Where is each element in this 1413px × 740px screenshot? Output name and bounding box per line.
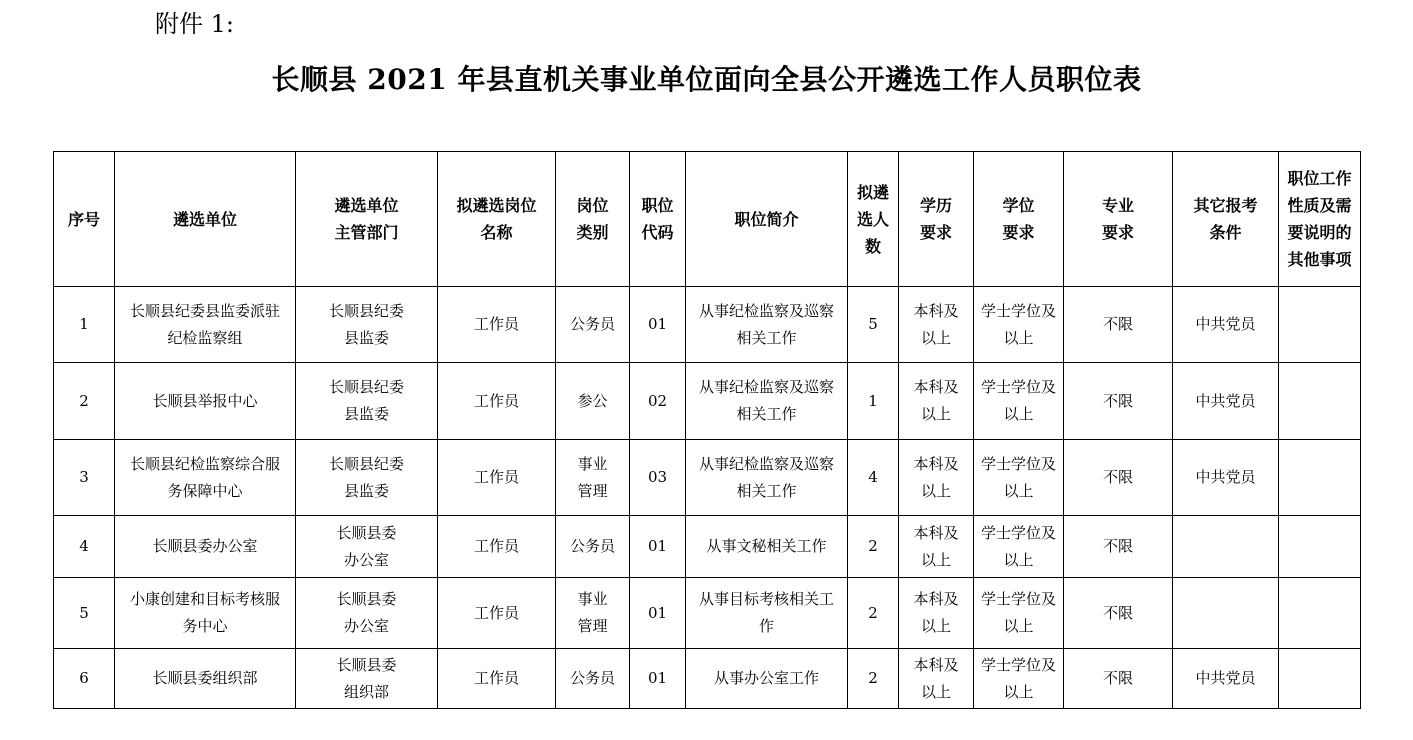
table-row	[54, 649, 1361, 709]
cell-category	[556, 578, 630, 649]
cell-major: 不限	[1064, 287, 1173, 363]
cell-major: 不限	[1064, 363, 1173, 440]
header-count	[848, 152, 899, 287]
cell-degree	[974, 287, 1064, 363]
cell-dept	[296, 440, 438, 516]
cell-unit	[115, 363, 296, 440]
cell-line: 以上	[1003, 481, 1034, 500]
cell-education	[899, 287, 974, 363]
cell-line: 学士学位及	[980, 655, 1056, 674]
cell-line: 务中心	[182, 617, 228, 635]
cell-line: 组织部	[343, 682, 389, 701]
cell-line: 以上	[920, 682, 951, 701]
cell-line: 办公室	[343, 550, 389, 569]
cell-line: 办公室	[343, 617, 389, 635]
table-header-row	[54, 152, 1361, 287]
cell-line: 以上	[920, 550, 951, 569]
cell-count: 2	[848, 516, 899, 578]
cell-line: 公务员	[569, 315, 615, 333]
table-row	[54, 516, 1361, 578]
document-title: 长顺县 2021 年县直机关事业单位面向全县公开遴选工作人员职位表	[271, 63, 1142, 96]
header-line: 专业	[1101, 196, 1134, 215]
cell-major: 不限	[1064, 649, 1173, 709]
cell-no: 4	[54, 516, 115, 578]
cell-dept	[296, 363, 438, 440]
header-post	[438, 152, 556, 287]
header-line: 职位工作	[1287, 169, 1352, 188]
cell-code: 03	[630, 440, 686, 516]
cell-education	[899, 440, 974, 516]
cell-line: 学士学位及	[980, 378, 1056, 396]
cell-other	[1173, 516, 1279, 578]
cell-line: 本科及	[913, 301, 959, 320]
cell-line: 本科及	[913, 655, 959, 674]
table-body	[54, 287, 1361, 709]
header-line: 序号	[67, 209, 100, 229]
cell-line: 相关工作	[736, 405, 797, 423]
cell-no: 3	[54, 440, 115, 516]
cell-post: 工作员	[438, 578, 556, 649]
cell-line: 相关工作	[736, 328, 797, 347]
cell-line: 县监委	[343, 481, 389, 500]
cell-major: 不限	[1064, 440, 1173, 516]
cell-line: 长顺县委组织部	[152, 669, 258, 687]
cell-notes	[1279, 578, 1361, 649]
cell-no: 1	[54, 287, 115, 363]
cell-line: 长顺县纪委	[328, 301, 404, 320]
cell-code: 01	[630, 649, 686, 709]
cell-category	[556, 440, 630, 516]
cell-category	[556, 287, 630, 363]
header-line: 其它报考	[1193, 196, 1258, 215]
cell-no: 6	[54, 649, 115, 709]
header-line: 学历	[919, 196, 952, 215]
header-line: 职位	[641, 196, 674, 215]
header-line: 类别	[576, 223, 609, 242]
cell-notes	[1279, 440, 1361, 516]
header-line: 要求	[919, 223, 952, 242]
cell-category	[556, 363, 630, 440]
cell-degree	[974, 363, 1064, 440]
cell-line: 从事纪检监察及巡察	[698, 378, 834, 396]
header-line: 要求	[1101, 223, 1134, 242]
cell-degree	[974, 578, 1064, 649]
cell-major: 不限	[1064, 516, 1173, 578]
cell-line: 县监委	[343, 405, 389, 423]
cell-no: 5	[54, 578, 115, 649]
cell-line: 长顺县纪委	[328, 454, 404, 473]
cell-other	[1173, 578, 1279, 649]
cell-post: 工作员	[438, 649, 556, 709]
cell-line: 长顺县纪委	[328, 378, 404, 396]
cell-count: 2	[848, 578, 899, 649]
header-line: 数	[864, 236, 881, 256]
cell-category	[556, 516, 630, 578]
cell-post: 工作员	[438, 516, 556, 578]
cell-line: 从事纪检监察及巡察	[698, 454, 834, 473]
header-unit	[115, 152, 296, 287]
cell-education	[899, 578, 974, 649]
cell-post: 工作员	[438, 287, 556, 363]
cell-line: 管理	[577, 481, 608, 500]
cell-line: 以上	[1003, 682, 1034, 701]
cell-line: 管理	[577, 617, 608, 635]
header-code	[630, 152, 686, 287]
header-category	[556, 152, 630, 287]
cell-line: 以上	[920, 328, 951, 347]
cell-line: 本科及	[913, 523, 959, 542]
cell-notes	[1279, 649, 1361, 709]
cell-line: 小康创建和目标考核服	[129, 590, 280, 608]
header-no	[54, 152, 115, 287]
cell-line: 公务员	[569, 669, 615, 687]
cell-line: 以上	[1003, 550, 1034, 569]
header-line: 名称	[480, 223, 513, 242]
cell-other: 中共党员	[1173, 649, 1279, 709]
header-line: 选人	[856, 209, 889, 229]
cell-count: 1	[848, 363, 899, 440]
table-row	[54, 578, 1361, 649]
cell-major: 不限	[1064, 578, 1173, 649]
cell-degree	[974, 516, 1064, 578]
header-line: 岗位	[576, 196, 609, 215]
table-row	[54, 440, 1361, 516]
cell-line: 以上	[1003, 617, 1034, 635]
cell-line: 从事办公室工作	[713, 669, 819, 687]
cell-unit	[115, 440, 296, 516]
cell-line: 以上	[920, 617, 951, 635]
cell-code: 01	[630, 578, 686, 649]
cell-education	[899, 516, 974, 578]
cell-category	[556, 649, 630, 709]
cell-intro	[686, 440, 848, 516]
cell-line: 长顺县举报中心	[152, 391, 258, 410]
cell-line: 本科及	[913, 378, 959, 396]
header-line: 学位	[1002, 196, 1035, 215]
cell-line: 从事纪检监察及巡察	[698, 301, 834, 320]
cell-other: 中共党员	[1173, 363, 1279, 440]
cell-line: 长顺县委	[336, 655, 397, 674]
cell-intro	[686, 649, 848, 709]
header-line: 条件	[1209, 223, 1242, 242]
header-notes	[1279, 152, 1361, 287]
cell-line: 学士学位及	[980, 454, 1056, 473]
cell-education	[899, 363, 974, 440]
cell-degree	[974, 440, 1064, 516]
cell-post: 工作员	[438, 440, 556, 516]
cell-code: 01	[630, 287, 686, 363]
cell-line: 相关工作	[736, 481, 797, 500]
cell-unit	[115, 649, 296, 709]
header-other	[1173, 152, 1279, 287]
cell-line: 参公	[577, 391, 608, 410]
cell-line: 作	[758, 617, 774, 635]
cell-line: 学士学位及	[980, 523, 1056, 542]
cell-line: 长顺县委办公室	[152, 537, 258, 555]
cell-unit	[115, 578, 296, 649]
cell-count: 5	[848, 287, 899, 363]
attachment-label: 附件 1:	[155, 10, 234, 38]
cell-dept	[296, 649, 438, 709]
header-degree	[974, 152, 1064, 287]
cell-dept	[296, 287, 438, 363]
header-major	[1064, 152, 1173, 287]
cell-other: 中共党员	[1173, 440, 1279, 516]
cell-intro	[686, 363, 848, 440]
header-line: 要说明的	[1287, 223, 1352, 242]
cell-line: 事业	[577, 590, 608, 608]
cell-line: 本科及	[913, 590, 959, 608]
cell-notes	[1279, 363, 1361, 440]
cell-line: 以上	[920, 405, 951, 423]
header-education	[899, 152, 974, 287]
cell-notes	[1279, 287, 1361, 363]
table-row	[54, 363, 1361, 440]
cell-line: 事业	[577, 454, 608, 473]
cell-line: 长顺县纪检监察综合服	[129, 454, 280, 473]
cell-unit	[115, 287, 296, 363]
header-line: 遴选单位	[334, 196, 399, 215]
cell-line: 长顺县委	[336, 523, 397, 542]
cell-unit	[115, 516, 296, 578]
cell-dept	[296, 578, 438, 649]
cell-other: 中共党员	[1173, 287, 1279, 363]
cell-no: 2	[54, 363, 115, 440]
cell-notes	[1279, 516, 1361, 578]
header-intro	[686, 152, 848, 287]
cell-line: 学士学位及	[980, 301, 1056, 320]
header-line: 主管部门	[334, 223, 399, 242]
table-row	[54, 287, 1361, 363]
cell-line: 长顺县纪委县监委派驻	[129, 301, 280, 320]
cell-line: 务保障中心	[167, 481, 243, 500]
header-line: 代码	[641, 223, 674, 242]
cell-post: 工作员	[438, 363, 556, 440]
header-line: 其他事项	[1287, 250, 1352, 269]
cell-education	[899, 649, 974, 709]
cell-line: 纪检监察组	[167, 328, 243, 347]
cell-code: 01	[630, 516, 686, 578]
header-line: 性质及需	[1287, 196, 1352, 215]
cell-line: 本科及	[913, 454, 959, 473]
cell-line: 长顺县委	[336, 590, 397, 608]
header-line: 要求	[1002, 223, 1035, 242]
cell-dept	[296, 516, 438, 578]
header-dept	[296, 152, 438, 287]
header-line: 拟遴	[856, 182, 889, 202]
header-line: 遴选单位	[172, 209, 237, 229]
cell-degree	[974, 649, 1064, 709]
cell-line: 以上	[920, 481, 951, 500]
cell-code: 02	[630, 363, 686, 440]
cell-line: 从事目标考核相关工	[698, 590, 834, 608]
cell-line: 以上	[1003, 405, 1034, 423]
cell-line: 公务员	[569, 537, 615, 555]
cell-intro	[686, 516, 848, 578]
cell-line: 从事文秘相关工作	[706, 537, 827, 555]
cell-line: 县监委	[343, 328, 389, 347]
cell-count: 2	[848, 649, 899, 709]
position-table	[53, 151, 1361, 709]
header-line: 职位简介	[734, 209, 799, 229]
cell-count: 4	[848, 440, 899, 516]
cell-line: 学士学位及	[980, 590, 1056, 608]
cell-intro	[686, 287, 848, 363]
header-line: 拟遴选岗位	[456, 196, 537, 215]
cell-line: 以上	[1003, 328, 1034, 347]
cell-intro	[686, 578, 848, 649]
